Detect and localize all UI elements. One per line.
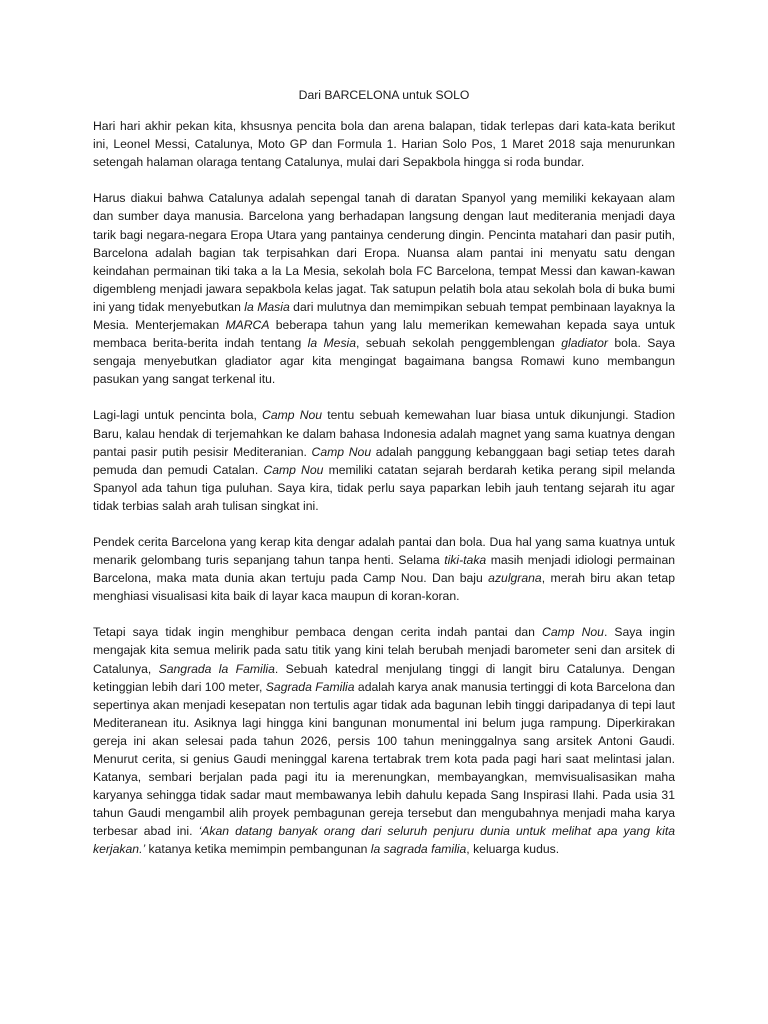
- text-run: bola. Saya sengaja menyebutkan gladiator agar kita mengingat bagaimana bangsa Romawi kuno membangun pasukan yang sangat terkenal itu.: [93, 336, 676, 387]
- italic-text-run: MARCA: [225, 318, 270, 333]
- paragraph-5: [93, 623, 675, 858]
- italic-text-run: la sagrada familia: [370, 842, 467, 857]
- text-run: Pendek cerita Barcelona yang kerap kita dengar adalah pantai dan bola. Dua hal yang sama kuatnya untuk menarik gelombang turis sepanjang tahun tanpa henti. Selama: [93, 534, 675, 568]
- paragraph-1: [93, 117, 675, 171]
- italic-text-run: Sagrada Familia: [265, 679, 355, 694]
- italic-text-run: gladiator: [561, 336, 608, 351]
- italic-text-run: la Masia: [244, 299, 290, 314]
- paragraph-4: [93, 533, 675, 605]
- paragraph-3: [93, 406, 675, 515]
- text-run: katanya ketika memimpin pembangunan: [145, 842, 371, 857]
- text-run: Tetapi saya tidak ingin menghibur pembaca dengan cerita indah pantai dan: [93, 625, 543, 640]
- text-run: dari mulutnya dan memimpikan sebuah tempat pembinaan layaknya la Mesia. Menterjemakan: [93, 299, 675, 333]
- italic-text-run: azulgrana: [488, 571, 542, 586]
- text-run: , keluarga kudus.: [466, 842, 560, 857]
- italic-text-run: Camp Nou: [542, 625, 604, 640]
- document-title: Dari BARCELONA untuk SOLO: [298, 88, 470, 102]
- italic-text-run: Camp Nou: [263, 462, 324, 477]
- text-run: , merah biru akan tetap menghiasi visualisasi kita baik di layar kaca maupun di koran-koran.: [93, 571, 675, 604]
- paragraph-2: [93, 189, 675, 388]
- italic-text-run: tiki-taka: [444, 553, 487, 568]
- text-run: Harus diakui bahwa Catalunya adalah sepengal tanah di daratan Spanyol yang memiliki kekayaan alam dan sumber daya manusia. Barcelona yang berhadapan langsung dengan laut mediterania menjadi daya tarik bagi negara-negara Eropa Utara yang pantainya cenderung dingin. Pencinta matahari dan pasir putih, Barcelona adalah bagian tak terpisahkan dari Eropa. Nuansa alam pantai ini menyatu satu dengan keindahan permainan tiki taka a la La Mesia, sekolah bola FC Barcelona, tempat Messi dan kawan-kawan digembleng menjadi jawara sepakbola kelas jagat. Tak satupun pelatih bola atau sekolah bola di buka bumi ini yang tidak menyebutkan: [93, 191, 675, 314]
- text-run: adalah panggung kebanggaan bagi setiap tetes darah pemuda dan pemudi Catalan.: [93, 444, 675, 477]
- text-run: adalah karya anak manusia tertinggi di kota Barcelona dan sepertinya akan menjadi kesepatan non tertulis agar tidak ada bagunan lebih tinggi daripadanya di tepi laut Mediteranean itu. Asiknya lagi hingga kini bangunan monumental ini belum juga rampung. Diperkirakan gereja ini akan selesai pada tahun 2026, persis 100 tahun meninggalnya sang arsitek Antoni Gaudi. Menurut cerita, si genius Gaudi meninggal karena tertabrak trem kota pada pagi hari saat melintasi jalan. Katanya, sembari berjalan pada pagi itu ia merenungkan, membayangkan, memvisualisasikan maha karyanya sehingga tidak sadar maut membawanya lebih dahulu kepada Sang Inspirasi Ilahi. Pada usia 31 tahun Gaudi mengambil alih proyek pembagunan gereja tersebut dan mengubahnya menjadi maha karya terbesar abad ini.: [93, 679, 675, 839]
- italic-text-run: Camp Nou: [262, 408, 323, 423]
- text-run: masih menjadi idiologi permainan Barcelona, maka mata dunia akan tertuju pada Camp Nou. Dan baju: [93, 553, 675, 586]
- text-run: , sebuah sekolah penggemblengan: [356, 336, 562, 351]
- italic-text-run: ‘Akan datang banyak orang dari seluruh penjuru dunia untuk melihat apa yang kita kerjakan.’: [93, 824, 675, 857]
- text-run: tentu sebuah kemewahan luar biasa untuk dikunjungi. Stadion Baru, kalau hendak di terjemahkan ke dalam bahasa Indonesia adalah magnet yang sama kuatnya dengan pantai pasir putih pesisir Mediteranian.: [93, 408, 676, 459]
- text-run: beberapa tahun yang lalu memerikan kemewahan kepada saya untuk membaca berita-berita indah tentang: [93, 318, 675, 351]
- italic-text-run: la Mesia: [307, 336, 357, 351]
- italic-text-run: Sangrada la Familia: [158, 661, 275, 676]
- italic-text-run: Camp Nou: [311, 444, 372, 459]
- text-run: memiliki catatan sejarah berdarah ketika perang sipil melanda Spanyol ada tahun tiga puluhan. Saya kira, tidak perlu saya paparkan lebih jauh tentang sejarah itu agar tidak terbias salah arah tulisan singkat ini.: [93, 462, 675, 513]
- text-run: Hari hari akhir pekan kita, khsusnya pencita bola dan arena balapan, tidak terlepas dari kata-kata berikut ini, Leonel Messi, Catalunya, Moto GP dan Formula 1. Harian Solo Pos, 1 Maret 2018 saja menurunkan setengah halaman olaraga tentang Catalunya, mulai dari Sepakbola hingga si roda bundar.: [93, 119, 675, 170]
- text-run: . Sebuah katedral menjulang tinggi di langit biru Catalunya. Dengan ketinggian lebih dari 100 meter,: [93, 661, 675, 694]
- text-run: Lagi-lagi untuk pencinta bola,: [93, 408, 263, 423]
- document-page: [93, 86, 675, 877]
- text-run: . Saya ingin mengajak kita semua melirik pada satu titik yang kini telah berubah menjadi barometer seni dan arsitek di Catalunya,: [93, 625, 675, 676]
